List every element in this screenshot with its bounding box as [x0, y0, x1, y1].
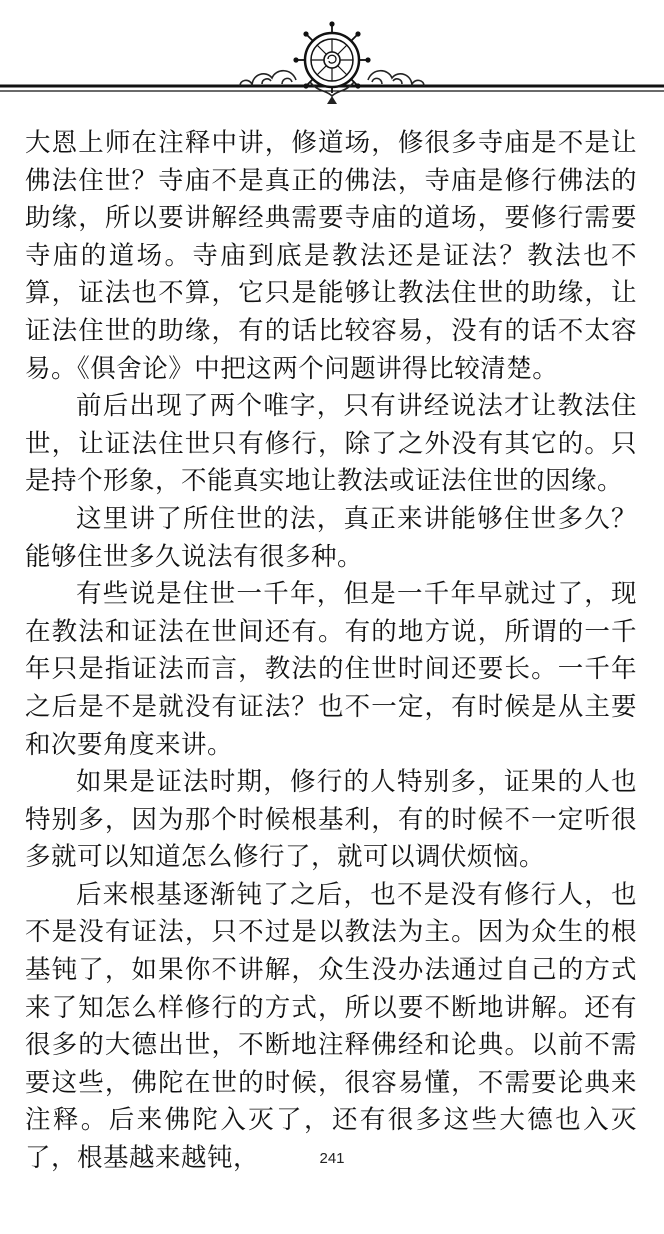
page-header [0, 0, 664, 110]
paragraph: 后来根基逐渐钝了之后，也不是没有修行人，也不是没有证法，只不过是以教法为主。因为众生的根基钝了，如果你不讲解，众生没办法通过自己的方式来了知怎么样修行的方式，所以要不断地讲解。还有很多的大德出世，不断地注释佛经和论典。以前不需要这些，佛陀在世的时候，很容易懂，不需要论典来注释。后来佛陀入灭了，还有很多这些大德也入灭了，根基越来越钝， [25, 879, 637, 1174]
cloud-ornament-icon [240, 71, 296, 86]
body-text [25, 125, 637, 1178]
paragraph: 有些说是住世一千年，但是一千年早就过了，现在教法和证法在世间还有。有的地方说，所谓的一千年只是指证法而言，教法的住世时间还要长。一千年之后是不是就没有证法？也不一定，有时候是从主要和次要角度来讲。 [25, 579, 637, 760]
dharma-wheel-icon [293, 21, 370, 104]
paragraph: 如果是证法时期，修行的人特别多，证果的人也特别多，因为那个时候根基利，有的时候不一定听很多就可以知道怎么修行了，就可以调伏烦恼。 [25, 767, 637, 873]
header-ornament [0, 0, 664, 110]
paragraph: 大恩上师在注释中讲，修道场，修很多寺庙是不是让佛法住世？寺庙不是真正的佛法，寺庙是修行佛法的助缘，所以要讲解经典需要寺庙的道场，要修行需要寺庙的道场。寺庙到底是教法还是证法？教法也不算，证法也不算，它只是能够让教法住世的助缘，让证法住世的助缘，有的话比较容易，没有的话不太容易。《俱舍论》中把这两个问题讲得比较清楚。 [25, 128, 637, 384]
paragraph: 前后出现了两个唯字，只有讲经说法才让教法住世，让证法住世只有修行，除了之外没有其它的。只是持个形象，不能真实地让教法或证法住世的因缘。 [25, 391, 637, 497]
paragraph: 这里讲了所住世的法，真正来讲能够住世多久？能够住世多久说法有很多种。 [25, 503, 637, 572]
page-number: 241 [319, 1150, 345, 1167]
cloud-ornament-icon [368, 71, 424, 86]
